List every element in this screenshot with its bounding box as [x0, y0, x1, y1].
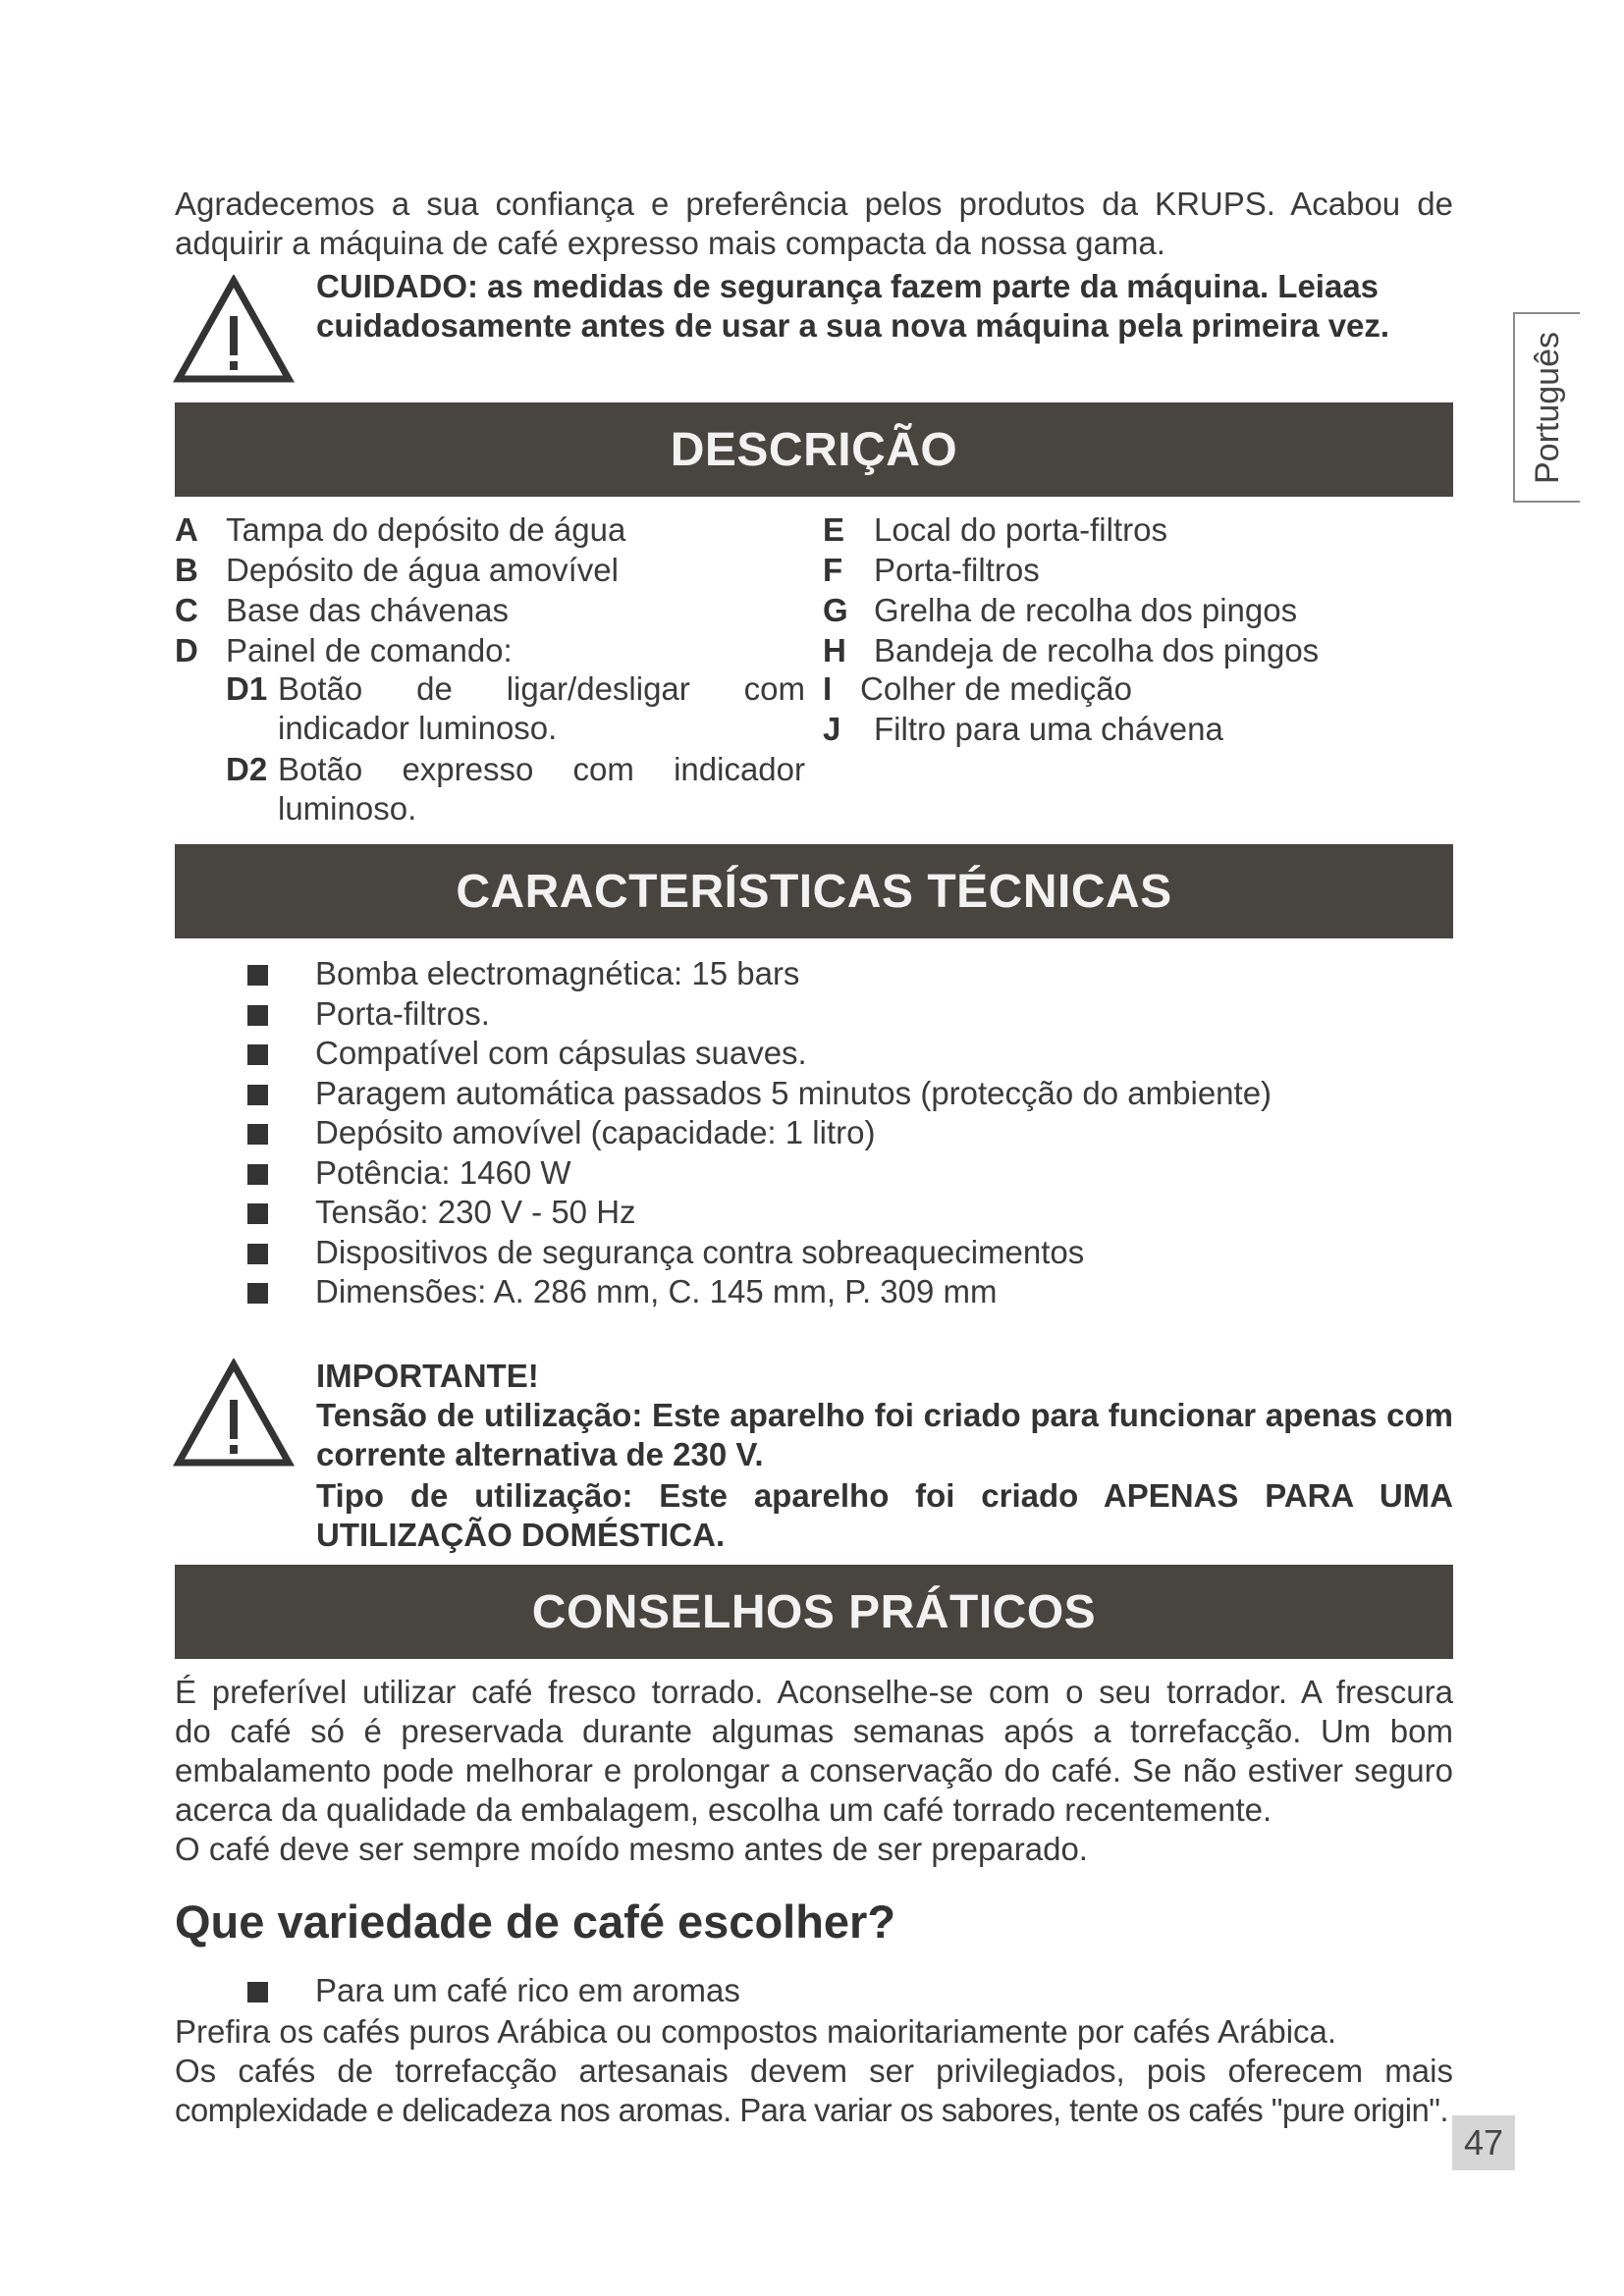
language-tab	[1513, 312, 1580, 503]
language-tab-label: Português	[1528, 331, 1566, 484]
list-item: Paragem automática passados 5 minutos (protecção do ambiente)	[245, 1074, 1424, 1114]
description-title: DESCRIÇÃO	[670, 423, 958, 476]
bullet-square-icon	[247, 1244, 268, 1264]
advice-line-5: O café deve ser sempre moído mesmo antes de ser preparado.	[175, 1831, 1088, 1867]
warning-triangle-icon	[173, 1359, 295, 1468]
description-item: E Local do porta-filtros	[823, 511, 1167, 548]
bullet-square-icon	[247, 1283, 268, 1304]
description-item: F Porta-filtros	[823, 552, 1040, 588]
list-item: Porta-filtros.	[245, 994, 1424, 1035]
variety-line-2: Os cafés de torrefacção artesanais devem ser privilegiados, pois oferecem mais	[175, 2053, 1453, 2089]
bullet-square-icon	[247, 1124, 268, 1145]
description-item: J Filtro para uma chávena	[823, 711, 1223, 747]
description-subitem-d1: D1 Botão de ligar/desligar com indicador luminoso.	[226, 670, 805, 746]
list-item: Potência: 1460 W	[245, 1153, 1424, 1194]
description-item: D Painel de comando:	[175, 632, 513, 668]
list-item: Bomba electromagnética: 15 bars	[245, 954, 1424, 994]
advice-line-4: acerca da qualidade da embalagem, escolha um café torrado recentemente.	[175, 1791, 1272, 1828]
important-line-1: Tensão de utilização: Este aparelho foi criado para funcionar apenas com	[316, 1397, 1453, 1433]
list-item: Dispositivos de segurança contra sobreaquecimentos	[245, 1233, 1424, 1273]
description-item: H Bandeja de recolha dos pingos	[823, 632, 1320, 668]
bullet-square-icon	[247, 1203, 268, 1224]
specs-list	[245, 954, 1424, 1312]
bullet-square-icon	[247, 965, 268, 986]
advice-line-3: embalamento pode melhorar e prolongar a conservação do café. Se não estiver seguro	[175, 1752, 1453, 1789]
warning-line-2: cuidadosamente antes de usar a sua nova máquina pela primeira vez.	[316, 307, 1390, 344]
bullet-square-icon	[247, 1005, 268, 1026]
specs-banner	[175, 844, 1453, 938]
important-title: IMPORTANTE!	[316, 1358, 539, 1394]
variety-line-1: Prefira os cafés puros Arábica ou compostos maioritariamente por cafés Arábica.	[175, 2013, 1337, 2050]
page-number: 47	[1452, 2115, 1515, 2170]
warning-triangle-icon	[173, 275, 295, 385]
description-item: I Colher de medição	[823, 670, 1132, 707]
description-banner	[175, 402, 1453, 497]
description-item: A Tampa do depósito de água	[175, 511, 626, 548]
variety-line-3: complexidade e delicadeza nos aromas. Para variar os sabores, tente os cafés "pure origin".	[175, 2092, 1448, 2128]
description-item: G Grelha de recolha dos pingos	[823, 592, 1298, 628]
advice-line-1: É preferível utilizar café fresco torrado. Aconselhe-se com o seu torrador. A frescura	[175, 1674, 1453, 1710]
specs-title: CARACTERÍSTICAS TÉCNICAS	[456, 865, 1172, 918]
description-item: C Base das chávenas	[175, 592, 510, 628]
important-line-4: UTILIZAÇÃO DOMÉSTICA.	[316, 1517, 726, 1553]
advice-line-2: do café só é preservada durante algumas semanas após a torrefacção. Um bom	[175, 1713, 1453, 1749]
advice-banner	[175, 1565, 1453, 1659]
intro-line-2: adquirir a máquina de café expresso mais compacta da nossa gama.	[175, 225, 1165, 261]
advice-title: CONSELHOS PRÁTICOS	[531, 1585, 1097, 1638]
bullet-square-icon	[247, 1085, 268, 1105]
important-line-3: Tipo de utilização: Este aparelho foi criado APENAS PARA UMA	[316, 1477, 1453, 1514]
bullet-square-icon	[247, 1982, 268, 2002]
warning-line-1: CUIDADO: as medidas de segurança fazem parte da máquina. Leiaas	[316, 268, 1380, 304]
list-item: Depósito amovível (capacidade: 1 litro)	[245, 1113, 1424, 1153]
variety-heading: Que variedade de café escolher?	[175, 1896, 896, 1948]
important-line-2: corrente alternativa de 230 V.	[316, 1436, 764, 1472]
description-item: B Depósito de água amovível	[175, 552, 619, 588]
bullet-square-icon	[247, 1044, 268, 1065]
list-item: Para um café rico em aromas	[245, 1971, 1326, 2011]
intro-line-1: Agradecemos a sua confiança e preferência pelos produtos da KRUPS. Acabou de	[175, 186, 1453, 222]
list-item: Dimensões: A. 286 mm, C. 145 mm, P. 309 mm	[245, 1272, 1424, 1312]
list-item: Tensão: 230 V - 50 Hz	[245, 1193, 1424, 1233]
description-subitem-d2: D2 Botão expresso com indicador luminoso.	[226, 751, 805, 827]
bullet-square-icon	[247, 1164, 268, 1185]
list-item: Compatível com cápsulas suaves.	[245, 1034, 1424, 1074]
